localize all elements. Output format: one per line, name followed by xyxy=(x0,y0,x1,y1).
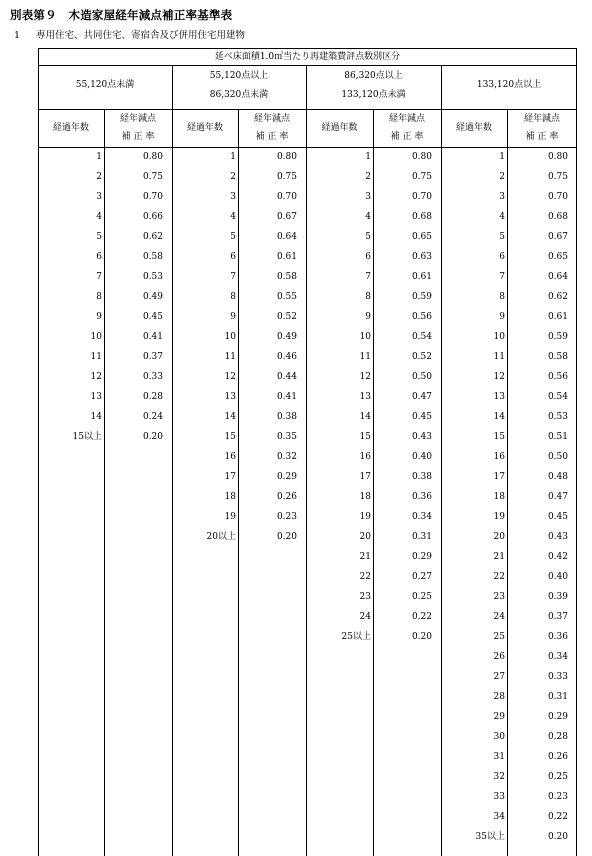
table-cell-rate: 0.58 xyxy=(142,252,163,262)
table-cell-year: 23 xyxy=(493,592,505,602)
table-cell-rate: 0.22 xyxy=(411,612,432,622)
table-cell-year: 25以上 xyxy=(341,632,371,642)
table-cell-year: 20 xyxy=(493,532,505,542)
table-cell-year: 3 xyxy=(499,192,505,202)
table-cell-rate: 0.47 xyxy=(547,492,568,502)
table-cell-year: 14 xyxy=(224,412,236,422)
table-cell-rate: 0.20 xyxy=(547,832,568,842)
table-cell-year: 5 xyxy=(365,232,371,242)
table-cell-year: 16 xyxy=(224,452,236,462)
section-number: 1 xyxy=(14,30,21,41)
table-cell-rate: 0.54 xyxy=(411,332,432,342)
table-cell-rate: 0.37 xyxy=(142,352,163,362)
section-subtitle xyxy=(14,27,245,41)
table-cell-rate: 0.29 xyxy=(411,552,432,562)
table-cell-year: 13 xyxy=(224,392,236,402)
table-cell-rate: 0.25 xyxy=(547,772,568,782)
table-cell-year: 12 xyxy=(359,372,371,382)
table-cell-rate: 0.34 xyxy=(411,512,432,522)
table-cell-year: 29 xyxy=(493,712,505,722)
table-cell-rate: 0.39 xyxy=(547,592,568,602)
table-cell-rate: 0.53 xyxy=(142,272,163,282)
range-label: 55,120点以上 xyxy=(209,71,269,81)
table-cell-rate: 0.62 xyxy=(142,232,163,242)
table-cell-rate: 0.31 xyxy=(547,692,568,702)
years-column-header: 経過年数 xyxy=(52,123,89,133)
table-cell-rate: 0.66 xyxy=(142,212,163,222)
table-cell-rate: 0.41 xyxy=(142,332,163,342)
range-label: 133,120点未満 xyxy=(341,90,406,100)
table-cell-year: 2 xyxy=(96,172,102,182)
table-cell-rate: 0.29 xyxy=(547,712,568,722)
table-cell-year: 8 xyxy=(499,292,505,302)
table-cell-rate: 0.63 xyxy=(411,252,432,262)
table-border-top xyxy=(38,48,577,49)
table-cell-year: 18 xyxy=(224,492,236,502)
table-cell-rate: 0.40 xyxy=(547,572,568,582)
table-cell-year: 19 xyxy=(493,512,505,522)
range-label: 86,320点未満 xyxy=(209,90,269,100)
table-cell-year: 2 xyxy=(499,172,505,182)
table-cell-rate: 0.61 xyxy=(411,272,432,282)
table-cell-year: 22 xyxy=(493,572,505,582)
range-label: 55,120点未満 xyxy=(75,80,135,90)
table-cell-rate: 0.70 xyxy=(547,192,568,202)
table-cell-year: 20以上 xyxy=(206,532,236,542)
table-cell-year: 34 xyxy=(493,812,505,822)
rate-column-header: 補 正 率 xyxy=(121,132,155,142)
table-cell-rate: 0.80 xyxy=(276,152,297,162)
table-cell-rate: 0.45 xyxy=(411,412,432,422)
table-cell-year: 1 xyxy=(96,152,102,162)
table-cell-rate: 0.50 xyxy=(547,452,568,462)
table-cell-year: 5 xyxy=(499,232,505,242)
table-cell-year: 18 xyxy=(493,492,505,502)
table-cell-year: 7 xyxy=(365,272,371,282)
table-cell-year: 1 xyxy=(230,152,236,162)
table-cell-year: 22 xyxy=(359,572,371,582)
table-cell-rate: 0.50 xyxy=(411,372,432,382)
table-cell-year: 14 xyxy=(359,412,371,422)
table-rule-range xyxy=(38,109,577,110)
table-cell-year: 35以上 xyxy=(475,832,505,842)
table-cell-year: 3 xyxy=(230,192,236,202)
table-cell-rate: 0.64 xyxy=(547,272,568,282)
table-cell-year: 12 xyxy=(493,372,505,382)
table-cell-year: 4 xyxy=(365,212,371,222)
table-cell-year: 17 xyxy=(493,472,505,482)
table-cell-year: 12 xyxy=(224,372,236,382)
table-cell-rate: 0.20 xyxy=(142,432,163,442)
table-cell-rate: 0.20 xyxy=(276,532,297,542)
table-cell-rate: 0.29 xyxy=(276,472,297,482)
table-cell-rate: 0.68 xyxy=(547,212,568,222)
rate-column-header: 補 正 率 xyxy=(525,132,559,142)
table-cell-year: 13 xyxy=(359,392,371,402)
table-cell-year: 7 xyxy=(499,272,505,282)
table-cell-rate: 0.68 xyxy=(411,212,432,222)
table-cell-rate: 0.27 xyxy=(411,572,432,582)
table-cell-rate: 0.26 xyxy=(276,492,297,502)
table-cell-rate: 0.61 xyxy=(276,252,297,262)
rate-column-header: 経年減点 xyxy=(119,114,156,124)
table-cell-year: 11 xyxy=(224,352,236,362)
table-cell-year: 11 xyxy=(90,352,102,362)
table-cell-rate: 0.28 xyxy=(547,732,568,742)
table-cell-year: 10 xyxy=(90,332,102,342)
table-cell-rate: 0.36 xyxy=(411,492,432,502)
table-cell-rate: 0.26 xyxy=(547,752,568,762)
table-cell-rate: 0.75 xyxy=(142,172,163,182)
table-cell-rate: 0.75 xyxy=(276,172,297,182)
table-cell-rate: 0.43 xyxy=(547,532,568,542)
table-cell-rate: 0.52 xyxy=(276,312,297,322)
table-cell-year: 15 xyxy=(493,432,505,442)
table-cell-year: 15 xyxy=(224,432,236,442)
table-cell-rate: 0.45 xyxy=(547,512,568,522)
table-cell-year: 27 xyxy=(493,672,505,682)
table-cell-year: 20 xyxy=(359,532,371,542)
rate-column-header: 補 正 率 xyxy=(255,132,289,142)
table-cell-rate: 0.33 xyxy=(142,372,163,382)
table-cell-rate: 0.51 xyxy=(547,432,568,442)
table-cell-year: 8 xyxy=(96,292,102,302)
table-cell-rate: 0.80 xyxy=(411,152,432,162)
table-cell-year: 4 xyxy=(96,212,102,222)
table-cell-year: 1 xyxy=(499,152,505,162)
table-rule-header xyxy=(38,65,577,66)
table-cell-rate: 0.80 xyxy=(547,152,568,162)
table-cell-year: 9 xyxy=(96,312,102,322)
table-cell-year: 11 xyxy=(493,352,505,362)
table-cell-rate: 0.70 xyxy=(276,192,297,202)
table-cell-year: 23 xyxy=(359,592,371,602)
table-cell-year: 2 xyxy=(230,172,236,182)
table-cell-rate: 0.37 xyxy=(547,612,568,622)
table-cell-year: 19 xyxy=(224,512,236,522)
table-cell-rate: 0.44 xyxy=(276,372,297,382)
rate-column-header: 経年減点 xyxy=(253,114,290,124)
table-cell-rate: 0.59 xyxy=(547,332,568,342)
table-cell-year: 11 xyxy=(359,352,371,362)
table-cell-rate: 0.28 xyxy=(142,392,163,402)
table-cell-year: 12 xyxy=(90,372,102,382)
table-cell-year: 1 xyxy=(365,152,371,162)
table-cell-rate: 0.48 xyxy=(547,472,568,482)
table-cell-rate: 0.58 xyxy=(547,352,568,362)
table-cell-year: 4 xyxy=(230,212,236,222)
table-cell-rate: 0.55 xyxy=(276,292,297,302)
table-cell-rate: 0.38 xyxy=(411,472,432,482)
range-label: 133,120点以上 xyxy=(476,80,542,90)
table-cell-year: 6 xyxy=(230,252,236,262)
table-cell-year: 13 xyxy=(493,392,505,402)
table-cell-rate: 0.80 xyxy=(142,152,163,162)
table-cell-rate: 0.25 xyxy=(411,592,432,602)
table-cell-year: 21 xyxy=(359,552,371,562)
table-cell-year: 7 xyxy=(230,272,236,282)
table-cell-rate: 0.31 xyxy=(411,532,432,542)
table-cell-rate: 0.41 xyxy=(276,392,297,402)
table-cell-rate: 0.54 xyxy=(547,392,568,402)
table-cell-year: 15以上 xyxy=(72,432,102,442)
years-column-header: 経過年数 xyxy=(321,123,358,133)
table-cell-year: 8 xyxy=(230,292,236,302)
table-border-right xyxy=(576,48,577,856)
table-cell-rate: 0.33 xyxy=(547,672,568,682)
table-cell-year: 18 xyxy=(359,492,371,502)
table-cell-year: 25 xyxy=(493,632,505,642)
table-cell-rate: 0.70 xyxy=(411,192,432,202)
table-cell-rate: 0.20 xyxy=(411,632,432,642)
table-cell-rate: 0.56 xyxy=(411,312,432,322)
table-cell-year: 13 xyxy=(90,392,102,402)
table-cell-rate: 0.34 xyxy=(547,652,568,662)
table-cell-year: 24 xyxy=(359,612,371,622)
table-cell-year: 31 xyxy=(493,752,505,762)
table-cell-year: 9 xyxy=(365,312,371,322)
table-cell-rate: 0.59 xyxy=(411,292,432,302)
table-cell-rate: 0.61 xyxy=(547,312,568,322)
table-cell-year: 9 xyxy=(230,312,236,322)
table-cell-year: 17 xyxy=(359,472,371,482)
table-rule-columns xyxy=(38,147,577,148)
table-cell-year: 10 xyxy=(224,332,236,342)
table-cell-rate: 0.58 xyxy=(276,272,297,282)
table-cell-year: 16 xyxy=(359,452,371,462)
table-cell-year: 33 xyxy=(493,792,505,802)
table-cell-rate: 0.32 xyxy=(276,452,297,462)
years-column-header: 経過年数 xyxy=(455,123,492,133)
table-cell-year: 24 xyxy=(493,612,505,622)
table-cell-rate: 0.49 xyxy=(276,332,297,342)
table-cell-year: 26 xyxy=(493,652,505,662)
range-label: 86,320点以上 xyxy=(344,71,403,81)
table-cell-rate: 0.46 xyxy=(276,352,297,362)
table-cell-rate: 0.65 xyxy=(547,252,568,262)
table-cell-year: 32 xyxy=(493,772,505,782)
table-cell-year: 6 xyxy=(96,252,102,262)
table-cell-rate: 0.52 xyxy=(411,352,432,362)
table-cell-rate: 0.42 xyxy=(547,552,568,562)
table-cell-year: 28 xyxy=(493,692,505,702)
table-cell-year: 6 xyxy=(499,252,505,262)
table-cell-rate: 0.22 xyxy=(547,812,568,822)
table-cell-year: 3 xyxy=(96,192,102,202)
table-cell-rate: 0.67 xyxy=(276,212,297,222)
table-cell-rate: 0.47 xyxy=(411,392,432,402)
table-cell-rate: 0.45 xyxy=(142,312,163,322)
table-cell-rate: 0.62 xyxy=(547,292,568,302)
table-cell-year: 10 xyxy=(359,332,371,342)
table-cell-rate: 0.49 xyxy=(142,292,163,302)
table-cell-year: 8 xyxy=(365,292,371,302)
table-cell-year: 14 xyxy=(90,412,102,422)
table-cell-year: 30 xyxy=(493,732,505,742)
table-cell-year: 15 xyxy=(359,432,371,442)
table-cell-year: 4 xyxy=(499,212,505,222)
table-cell-year: 9 xyxy=(499,312,505,322)
table-cell-year: 5 xyxy=(230,232,236,242)
table-cell-rate: 0.65 xyxy=(411,232,432,242)
table-cell-rate: 0.35 xyxy=(276,432,297,442)
table-cell-rate: 0.23 xyxy=(547,792,568,802)
depreciation-table xyxy=(38,48,577,856)
table-cell-rate: 0.23 xyxy=(276,512,297,522)
table-cell-year: 7 xyxy=(96,272,102,282)
table-cell-year: 10 xyxy=(493,332,505,342)
table-cell-rate: 0.43 xyxy=(411,432,432,442)
table-cell-year: 3 xyxy=(365,192,371,202)
table-cell-year: 2 xyxy=(365,172,371,182)
section-text: 専用住宅、共同住宅、寄宿舎及び併用住宅用建物 xyxy=(36,30,246,41)
table-cell-rate: 0.36 xyxy=(547,632,568,642)
table-cell-year: 17 xyxy=(224,472,236,482)
rate-column-header: 補 正 率 xyxy=(390,132,424,142)
table-cell-year: 16 xyxy=(493,452,505,462)
table-cell-year: 5 xyxy=(96,232,102,242)
table-cell-year: 14 xyxy=(493,412,505,422)
table-cell-rate: 0.70 xyxy=(142,192,163,202)
table-cell-rate: 0.64 xyxy=(276,232,297,242)
table-cell-rate: 0.24 xyxy=(142,412,163,422)
page-title: 別表第９ 木造家屋経年減点補正率基準表 xyxy=(10,8,233,22)
table-cell-rate: 0.67 xyxy=(547,232,568,242)
table-cell-rate: 0.53 xyxy=(547,412,568,422)
table-cell-rate: 0.75 xyxy=(411,172,432,182)
table-cell-year: 21 xyxy=(493,552,505,562)
table-cell-year: 6 xyxy=(365,252,371,262)
rate-column-header: 経年減点 xyxy=(523,114,560,124)
rate-column-header: 経年減点 xyxy=(388,114,425,124)
table-cell-rate: 0.38 xyxy=(276,412,297,422)
years-column-header: 経過年数 xyxy=(186,123,223,133)
table-cell-rate: 0.75 xyxy=(547,172,568,182)
table-header: 延べ床面積1.0㎡当たり再建築費評点数別区分 xyxy=(214,52,401,62)
table-cell-rate: 0.56 xyxy=(547,372,568,382)
table-cell-rate: 0.40 xyxy=(411,452,432,462)
table-cell-year: 19 xyxy=(359,512,371,522)
